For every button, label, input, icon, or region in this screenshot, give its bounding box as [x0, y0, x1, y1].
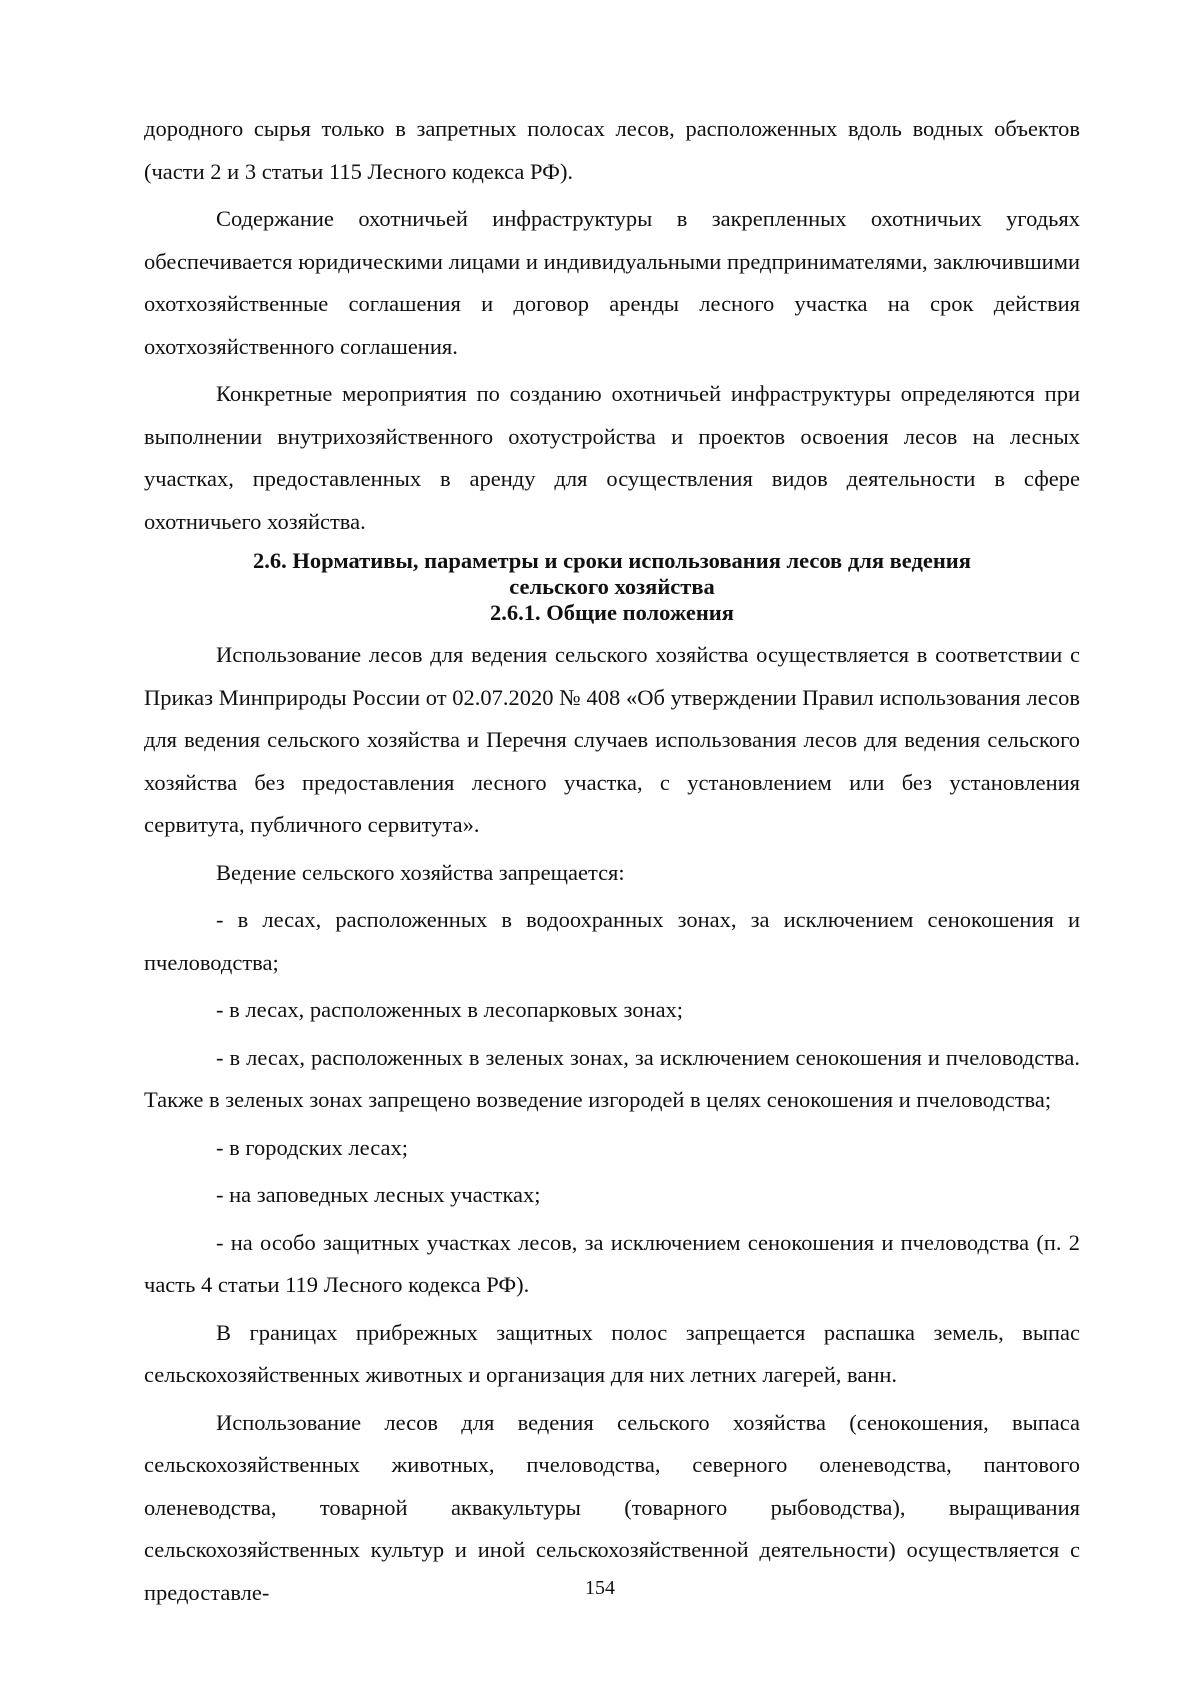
list-item-forest-park-zones: - в лесах, расположенных в лесопарковых зонах;	[216, 997, 684, 1022]
paragraph-continuation: дородного сырья только в запретных полосах лесов, расположенных вдоль водных объектов (части 2 и 3 статьи 115 Лесного кодекса РФ).	[144, 116, 1080, 184]
list-item-reserved-plots: - на заповедных лесных участках;	[216, 1182, 541, 1207]
paragraph-agriculture-usage: Использование лесов для ведения сельского хозяйства (сенокошения, выпаса сельскохозяйственных животных, пчеловодства, северного оленеводства, пантового оленеводства, товарной аквакультуры (товарного рыбоводства), выращивания сельскохозяйственных культур и иной сельскохозяйственной деятельности) осуществляется с предоставле-	[144, 1409, 1080, 1605]
section-heading-line-1: 2.6. Нормативы, параметры и сроки использования лесов для ведения	[253, 548, 971, 573]
list-item-green-zones: - в лесах, расположенных в зеленых зонах, за исключением сенокошения и пчеловодства. Также в зеленых зонах запрещено возведение изгородей в целях сенокошения и пчеловодства;	[144, 1044, 1080, 1112]
document-page	[144, 108, 1080, 1619]
section-heading-line-2: сельского хозяйства	[509, 574, 715, 599]
paragraph-agriculture-rules: Использование лесов для ведения сельского хозяйства осуществляется в соответствии с Приказ Минприроды России от 02.07.2020 № 408 «Об утверждении Правил использования лесов для ведения сельского хозяйства и Перечня случаев использования лесов для ведения сельского хозяйства без предоставления лесного участка, с установлением или без установления сервитута, публичного сервитута».	[144, 642, 1080, 837]
list-item-water-zones: - в лесах, расположенных в водоохранных зонах, за исключением сенокошения и пчеловодства;	[144, 907, 1080, 975]
page-number: 154	[585, 1577, 615, 1599]
paragraph-prohibited-intro: Ведение сельского хозяйства запрещается:	[216, 859, 625, 885]
paragraph-hunting-measures: Конкретные мероприятия по созданию охотничьей инфраструктуры определяются при выполнении внутрихозяйственного охотустройства и проектов освоения лесов на лесных участках, предоставленных в аренду для осуществления видов деятельности в сфере охотничьего хозяйства.	[144, 381, 1080, 534]
section-heading	[144, 548, 1080, 626]
subsection-heading: 2.6.1. Общие положения	[490, 600, 734, 625]
list-item-protective-plots: - на особо защитных участках лесов, за исключением сенокошения и пчеловодства (п. 2 часть 4 статьи 119 Лесного кодекса РФ).	[144, 1229, 1080, 1297]
paragraph-hunting-infrastructure: Содержание охотничьей инфраструктуры в закрепленных охотничьих угодьях обеспечивается юридическими лицами и индивидуальными предпринимателями, заключившими охотхозяйственные соглашения и договор аренды лесного участка на срок действия охотхозяйственного соглашения.	[144, 206, 1080, 359]
list-item-city-forests: - в городских лесах;	[216, 1134, 408, 1160]
paragraph-coastal-strips: В границах прибрежных защитных полос запрещается распашка земель, выпас сельскохозяйственных животных и организация для них летних лагерей, ванн.	[144, 1319, 1080, 1387]
